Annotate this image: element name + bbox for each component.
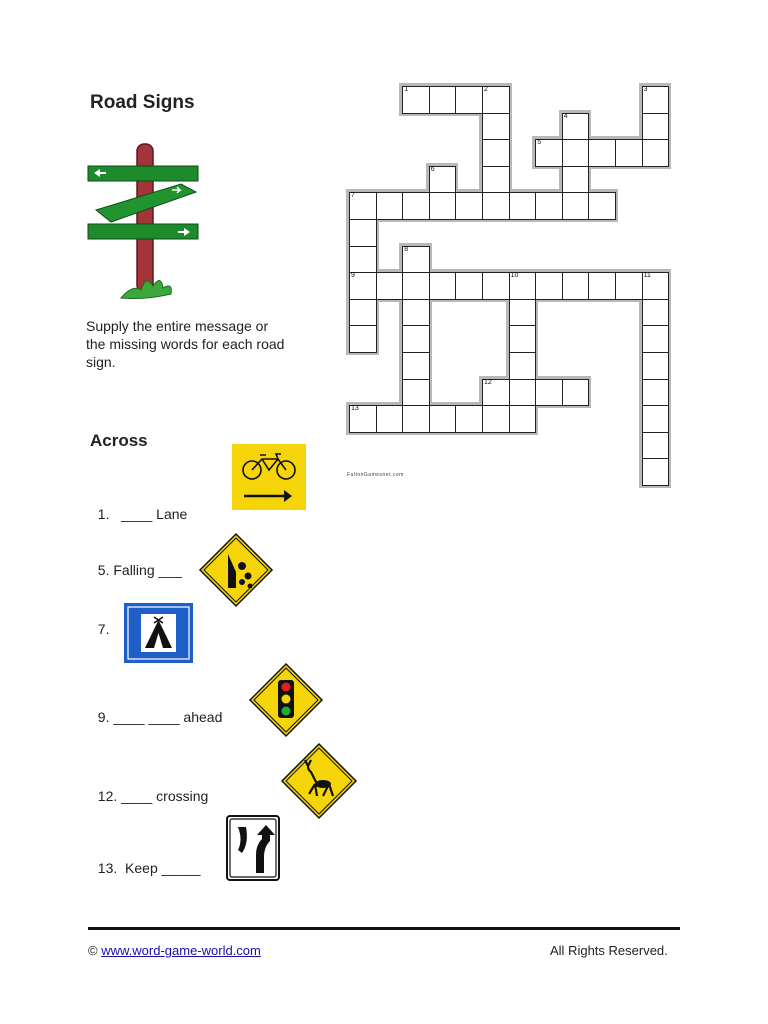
grid-credit-text: FaltonGamesnet.com [347,472,404,478]
grid-cell-number: 11 [643,272,651,280]
grid-cell[interactable] [402,272,430,300]
clue-text: ____ ____ ahead [113,709,223,725]
grid-cell-number: 2 [484,86,488,93]
page-title: Road Signs [90,92,195,113]
grid-cell[interactable] [402,325,430,353]
footer-divider [88,927,680,930]
grid-cell[interactable] [642,458,670,486]
grid-cell[interactable] [429,166,457,194]
grid-cell[interactable] [349,246,377,274]
grid-cell[interactable] [482,113,510,141]
grid-cell-number: 1 [404,86,409,93]
clue-number: 1. [97,506,110,522]
website-link[interactable]: www.word-game-world.com [101,943,261,958]
grid-cell[interactable] [482,405,510,433]
clue-number: 12. [97,788,118,804]
grid-cell[interactable] [562,139,590,167]
grid-cell[interactable] [562,379,590,407]
grid-cell[interactable] [642,86,670,114]
grid-cell-number: 13 [351,405,359,413]
clue-number: 5. [97,562,110,578]
grid-cell[interactable] [642,352,670,380]
clue-text: Falling ___ [113,562,182,578]
grid-cell[interactable] [588,139,616,167]
grid-cell[interactable] [482,166,510,194]
grid-cell[interactable] [535,272,563,300]
grid-cell-number: 8 [404,245,409,253]
grid-cell[interactable] [376,405,404,433]
grid-cell[interactable] [349,192,377,220]
grid-cell[interactable] [642,272,670,300]
grid-cell[interactable] [509,299,537,327]
grid-cell[interactable] [509,192,537,220]
grid-cell[interactable] [642,432,670,460]
copyright-symbol: © [88,943,98,958]
grid-cell[interactable] [482,192,510,220]
grid-cell[interactable] [562,272,590,300]
grid-cell[interactable] [376,192,404,220]
grid-cell[interactable] [349,272,377,300]
clue-number: 7. [97,621,110,637]
grid-cell[interactable] [642,325,670,353]
grid-cell[interactable] [402,405,430,433]
clue-number: 9. [97,709,110,725]
grid-cell[interactable] [429,192,457,220]
grid-cell[interactable] [429,405,457,433]
grid-cell[interactable] [402,299,430,327]
grid-cell[interactable] [642,405,670,433]
grid-cell[interactable] [562,192,590,220]
grid-cell[interactable] [535,379,563,407]
grid-cell[interactable] [588,272,616,300]
grid-cell-number: 12 [484,378,492,386]
grid-cell-number: 5 [537,139,542,147]
grid-cell[interactable] [535,192,563,220]
grid-cell-number: 6 [430,165,435,173]
grid-cell-number: 9 [351,272,355,280]
grid-cell[interactable] [509,325,537,353]
grid-cell[interactable] [349,405,377,433]
instructions-text: Supply the entire message or the missing words for each road sign. [86,318,285,370]
across-heading: Across [90,431,148,450]
grid-cell[interactable] [455,86,483,114]
grid-cell[interactable] [562,113,590,141]
clue-text: Keep _____ [125,860,201,876]
grid-cell[interactable] [642,299,670,327]
grid-cell-number: 7 [351,192,355,200]
grid-cell[interactable] [402,352,430,380]
grid-cell[interactable] [615,272,643,300]
grid-cell[interactable] [402,246,430,274]
grid-cell[interactable] [402,86,430,114]
grid-cell-number: 4 [563,112,568,120]
grid-cell[interactable] [509,405,537,433]
grid-cell[interactable] [429,86,457,114]
grid-cell[interactable] [482,86,510,114]
footer-rights: All Rights Reserved. [550,943,668,958]
grid-cell[interactable] [402,192,430,220]
footer-copyright [88,943,261,958]
grid-cell[interactable] [642,139,670,167]
grid-cell[interactable] [615,139,643,167]
grid-cell-number: 10 [510,272,519,280]
grid-cell[interactable] [588,192,616,220]
clue-text: ____ crossing [121,788,209,804]
grid-cell-number: 3 [643,86,648,93]
grid-cell[interactable] [429,272,457,300]
grid-cell[interactable] [376,272,404,300]
clue-text: ____ Lane [121,506,188,522]
grid-cell[interactable] [482,272,510,300]
grid-cell[interactable] [402,379,430,407]
clue-number: 13. [97,860,118,876]
grid-cell[interactable] [482,379,510,407]
grid-cell[interactable] [349,325,377,353]
grid-cell[interactable] [455,192,483,220]
grid-cell[interactable] [535,139,563,167]
grid-cell[interactable] [509,379,537,407]
grid-cell[interactable] [482,139,510,167]
grid-cell[interactable] [642,113,670,141]
grid-cell[interactable] [349,219,377,247]
grid-cell[interactable] [455,405,483,433]
grid-cell[interactable] [455,272,483,300]
grid-cell[interactable] [509,352,537,380]
grid-cell[interactable] [562,166,590,194]
grid-cell[interactable] [642,379,670,407]
grid-cell[interactable] [509,272,537,300]
grid-cell[interactable] [349,299,377,327]
